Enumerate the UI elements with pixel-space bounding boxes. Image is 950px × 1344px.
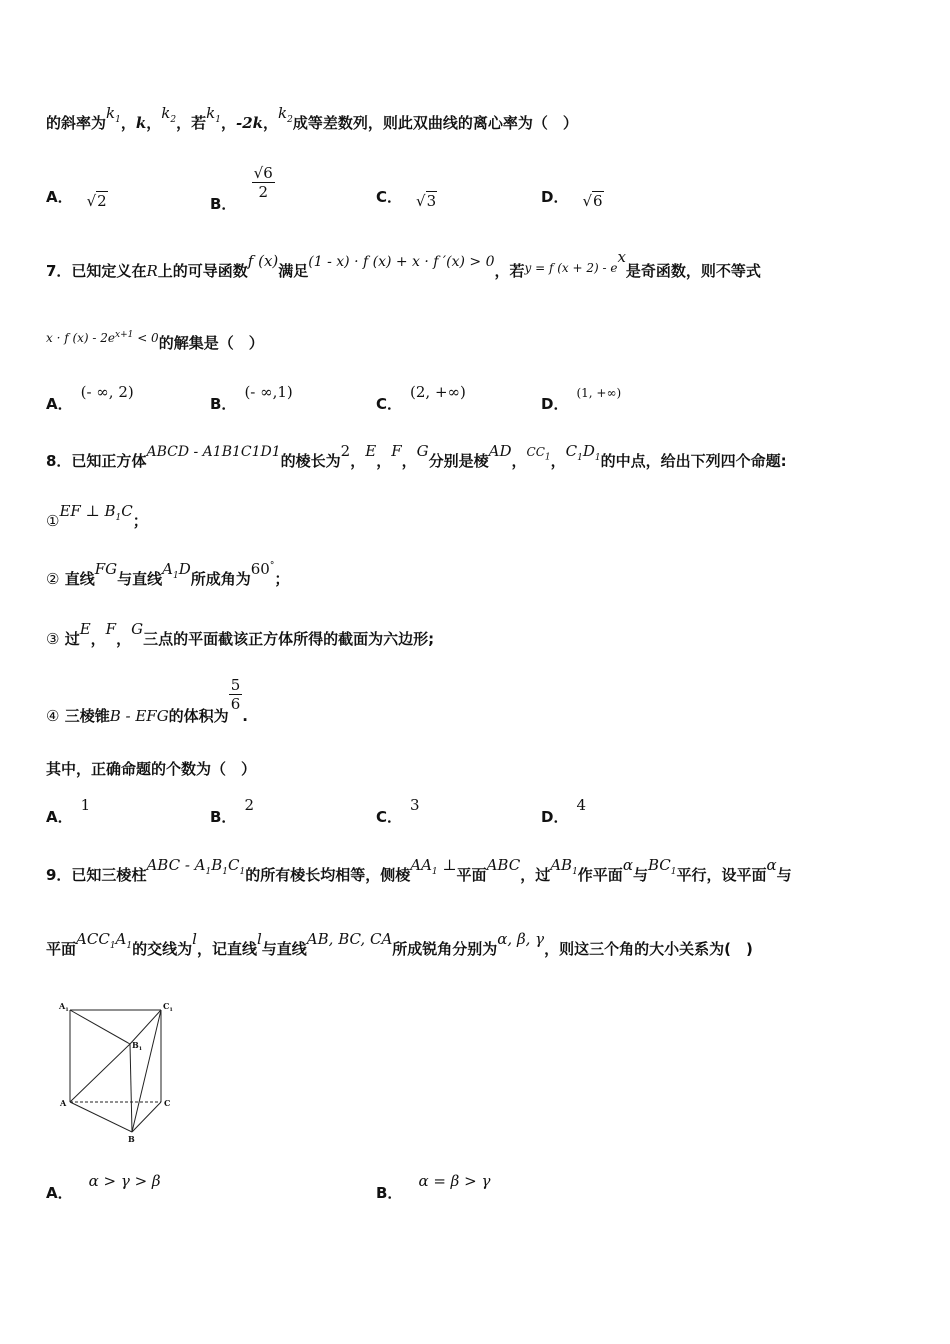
label-a: A [60, 1098, 67, 1108]
q7-stem-line2: $^{x \cdot f (x) - 2e^{x+1} < 0}$的解集是（ ） [46, 330, 264, 352]
q8-prop-2: ② 直线FG与直线$A_1D$所成角为60°； [46, 560, 290, 588]
q7-option-d[interactable]: D．$^{(1, +\infty)}$ [541, 386, 622, 413]
prism-figure [56, 996, 186, 1146]
set-r: R [146, 262, 158, 280]
q6-stem: 的斜率为$k_1$，k，$k_2$，若$k_1$，-2k，$k_2$成等差数列，则此双曲线的离心率为（ ） [46, 104, 578, 132]
q8-prop-4: ④ 三棱锥B - EFG的体积为 $\frac{5}{6}$ . [46, 676, 248, 725]
y-expr: y = f (x + 2) - e [524, 261, 618, 275]
cube-name: ABCD - A1B1C1D1 [146, 444, 281, 460]
edge-a-b [70, 1102, 132, 1132]
q6-option-d[interactable]: D． √6 [541, 188, 603, 210]
label-a1: $A_1$ [59, 1001, 69, 1013]
q6-option-a[interactable]: A． √2 [46, 188, 107, 210]
edge-a1-b1 [70, 1010, 130, 1044]
k1: $k_1$ [106, 104, 121, 125]
diag-a-b1 [70, 1044, 130, 1102]
k2-b: $k_2$ [278, 104, 293, 125]
k2: $k_2$ [161, 104, 177, 125]
q6-option-c[interactable]: C． √3 [376, 188, 437, 210]
k: k [135, 114, 147, 132]
q8-prop-1: ①EF ⊥ $B_1C$； [46, 502, 148, 530]
q8-option-a[interactable]: A．1 [46, 796, 91, 826]
q8-stem: 8．已知正方体ABCD - A1B1C1D1的棱长为2，E，F，G分别是棱AD，$^{CC_1}$，$C_1D_1$的中点，给出下列四个命题: [46, 442, 787, 470]
q9-option-a[interactable]: A．α > γ > β [46, 1172, 161, 1202]
edge-c-b [132, 1102, 161, 1132]
label-c: C [164, 1098, 171, 1108]
diag-c1-b [132, 1010, 161, 1132]
q6-option-b[interactable]: B． $\frac{√6}{2}$ [210, 164, 273, 213]
q7-option-b[interactable]: B．(- ∞,1) [210, 383, 293, 413]
q9-stem-line1: 9．已知三棱柱ABC - $A_1B_1C_1$的所有棱长均相等，侧棱$AA_1$ ⊥平面ABC，过$AB_1$作平面α与$BC_1$平行，设平面α与 [46, 856, 792, 884]
edge-b1-b [130, 1044, 132, 1132]
q9-option-b[interactable]: B．α = β > γ [376, 1172, 491, 1202]
prop1-expr: EF ⊥ $B_1C$ [59, 502, 133, 523]
q8-ask: 其中，正确命题的个数为（ ） [46, 760, 257, 778]
label-b: B [128, 1134, 135, 1144]
q7-option-a[interactable]: A．(- ∞, 2) [46, 383, 134, 413]
q8-prop-3: ③ 过E，F，G三点的平面截该正方体所得的截面为六边形; [46, 620, 435, 648]
label-b1: $B_1$ [132, 1040, 143, 1052]
k1-b: $k_1$ [206, 104, 221, 125]
minus-2k: -2k [235, 114, 264, 132]
edge-c1-b1 [130, 1010, 161, 1044]
edge-length: 2 [340, 442, 351, 460]
inequality-expr: x · f (x) - 2ex+1 < 0 [46, 330, 159, 345]
condition-expr: (1 - x) · f (x) + x · f ′(x) > 0 [308, 254, 495, 270]
q7-option-c[interactable]: C．(2, +∞) [376, 383, 466, 413]
q8-option-d[interactable]: D．4 [541, 796, 586, 826]
q8-option-c[interactable]: C．3 [376, 796, 420, 826]
q7-stem-line1: 7．已知定义在R上的可导函数f (x)满足(1 - x) · f (x) + x · f ′(x) > 0，若$^{y = f (x + 2) - ex}$是奇函数，则不等式 [46, 248, 761, 280]
label-c1: $C_1$ [163, 1001, 173, 1013]
q9-stem-line2: 平面$ACC_1A_1$的交线为l，记直线l与直线AB, BC, CA所成锐角分别为α, β, γ，则这三个角的大小关系为( ) [46, 930, 753, 958]
q8-option-b[interactable]: B．2 [210, 796, 254, 826]
f-of-x: f (x) [247, 252, 279, 270]
